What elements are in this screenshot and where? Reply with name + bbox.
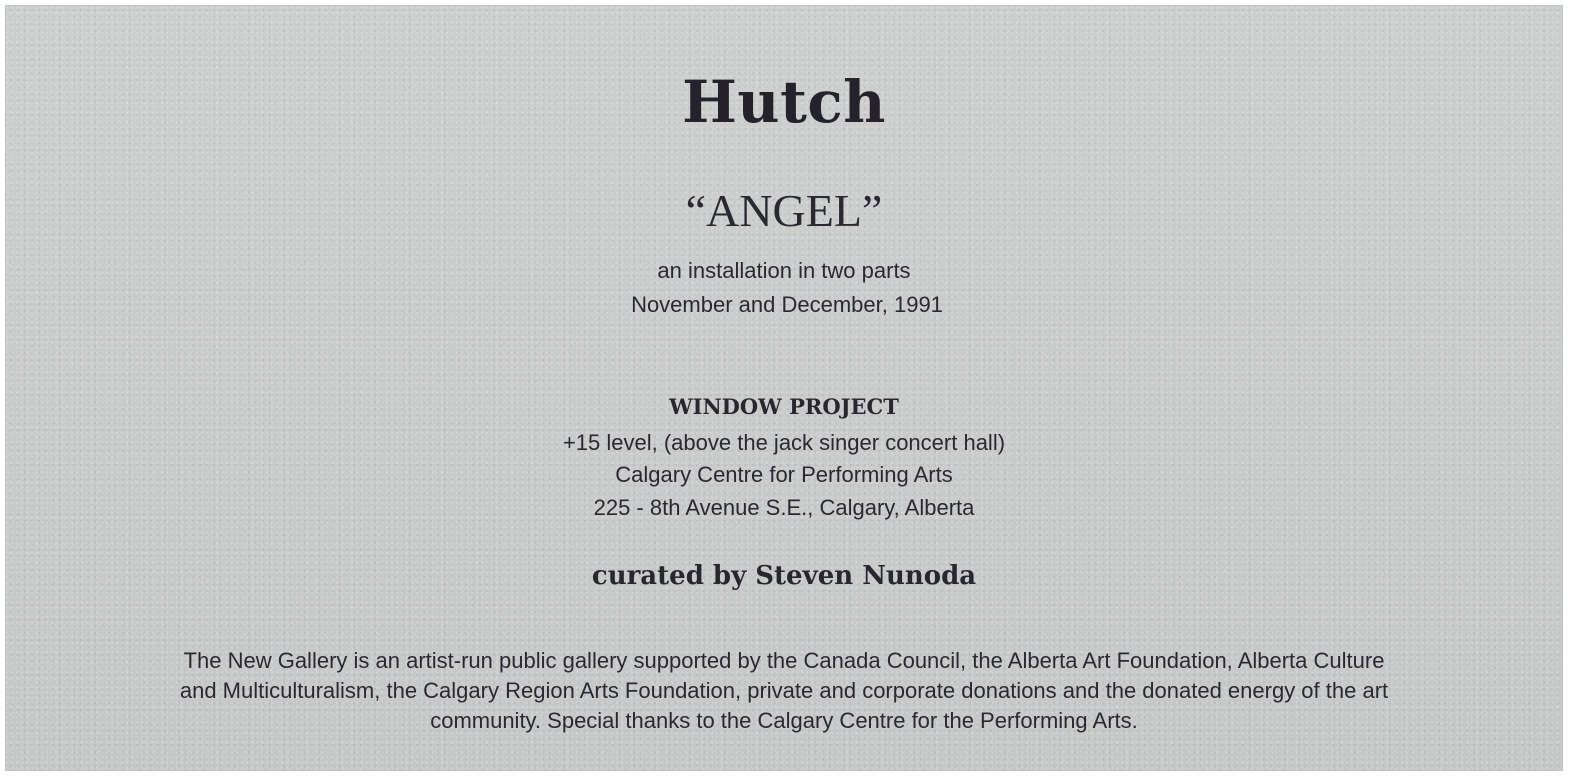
exhibition-subtitle: an installation in two parts xyxy=(657,258,911,283)
venue-name: Calgary Centre for Performing Arts xyxy=(615,462,953,487)
artist-name: Hutch xyxy=(682,68,886,136)
exhibition-title: “ANGEL” xyxy=(685,185,883,236)
acknowledgement-line: community. Special thanks to the Calgary Centre for the Performing Arts. xyxy=(430,708,1138,733)
venue-level: +15 level, (above the jack singer concert hall) xyxy=(562,430,1006,455)
acknowledgement-line: The New Gallery is an artist-run public gallery supported by the Canada Council, the Alberta Art Foundation, Alberta Culture xyxy=(183,648,1385,673)
curator-credit: curated by Steven Nunoda xyxy=(591,561,977,591)
venue-heading: WINDOW PROJECT xyxy=(669,394,899,419)
venue-address: 225 - 8th Avenue S.E., Calgary, Alberta xyxy=(593,495,975,520)
gallery-acknowledgement xyxy=(26,646,1542,736)
invitation-card xyxy=(6,6,1562,770)
acknowledgement-line: and Multiculturalism, the Calgary Region Arts Foundation, private and corporate donations and the donated energy of the art xyxy=(179,678,1389,703)
exhibition-dates: November and December, 1991 xyxy=(631,292,943,317)
